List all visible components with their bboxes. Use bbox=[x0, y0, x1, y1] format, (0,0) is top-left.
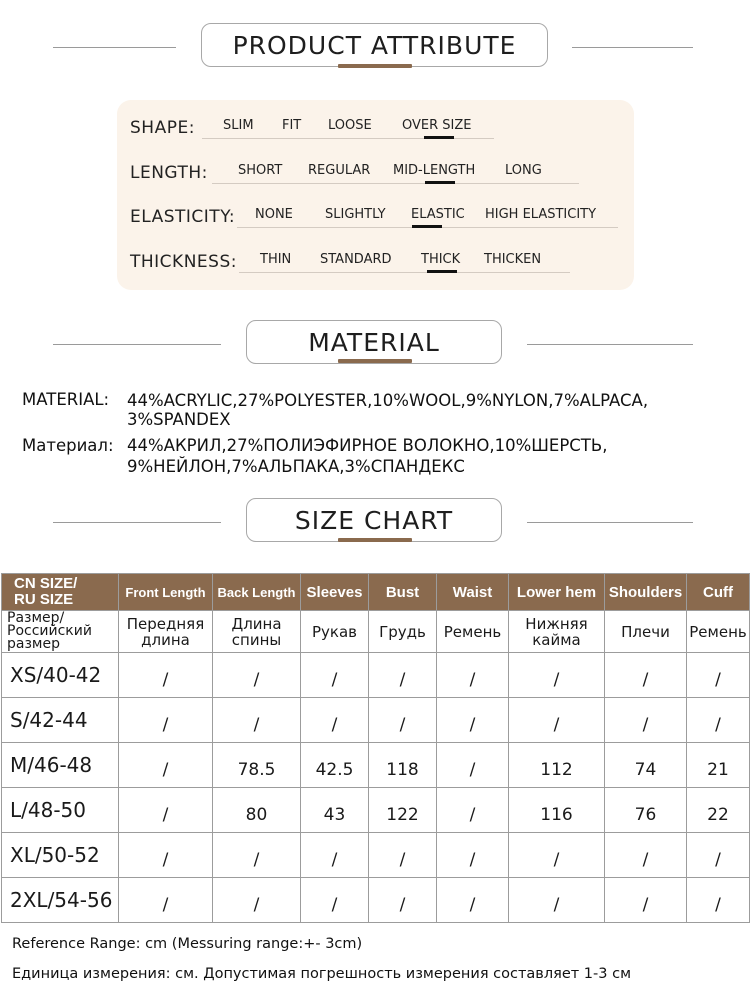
table-row bbox=[2, 698, 750, 743]
measurement-cell: / bbox=[301, 653, 369, 698]
attribute-label: LENGTH: bbox=[130, 163, 208, 183]
divider-left bbox=[53, 47, 176, 48]
header-cell-ru bbox=[119, 611, 213, 653]
measurement-cell: / bbox=[369, 878, 437, 923]
measurement-cell: 21 bbox=[687, 743, 750, 788]
divider-right bbox=[527, 344, 693, 345]
measurement-cell: 112 bbox=[509, 743, 605, 788]
measurement-cell: / bbox=[119, 653, 213, 698]
measurement-cell: / bbox=[437, 743, 509, 788]
measurement-cell: / bbox=[213, 698, 301, 743]
measurement-cell: / bbox=[687, 878, 750, 923]
attribute-option: LONG bbox=[505, 163, 542, 178]
measurement-cell: / bbox=[369, 833, 437, 878]
header-text: Ремень bbox=[689, 622, 747, 641]
material-header bbox=[0, 320, 750, 370]
size-label-cell: XL/50-52 bbox=[2, 833, 119, 878]
attribute-option-selected: ELASTIC bbox=[411, 207, 465, 222]
title-accent-bar bbox=[338, 359, 412, 363]
attribute-underline bbox=[212, 183, 579, 184]
measurement-cell: / bbox=[605, 833, 687, 878]
material-text-en-line1: 44%ACRYLIC,27%POLYESTER,10%WOOL,9%NYLON,7%ALPACA, bbox=[127, 391, 649, 410]
header-text: RU SIZE bbox=[14, 591, 74, 608]
measurement-cell: / bbox=[437, 833, 509, 878]
size-chart-table bbox=[1, 573, 750, 923]
measurement-cell: / bbox=[509, 698, 605, 743]
size-label-cell: L/48-50 bbox=[2, 788, 119, 833]
material-text-ru-line1: 44%АКРИЛ,27%ПОЛИЭФИРНОЕ ВОЛОКНО,10%ШЕРСТЬ, bbox=[127, 436, 608, 455]
header-cell: Waist bbox=[437, 574, 509, 611]
attribute-row-length bbox=[117, 157, 634, 187]
measurement-cell: / bbox=[301, 878, 369, 923]
measurement-cell: 74 bbox=[605, 743, 687, 788]
attribute-row-elasticity bbox=[117, 201, 634, 231]
header-text: Плечи bbox=[621, 622, 670, 641]
measurement-cell: / bbox=[437, 788, 509, 833]
attribute-option-selected: OVER SIZE bbox=[402, 118, 472, 133]
material-label-en: MATERIAL: bbox=[22, 390, 110, 409]
measurement-cell: 76 bbox=[605, 788, 687, 833]
header-cell: Lower hem bbox=[509, 574, 605, 611]
attribute-option: NONE bbox=[255, 207, 293, 222]
measurement-cell: / bbox=[213, 833, 301, 878]
section-title: SIZE CHART bbox=[246, 498, 502, 542]
product-attribute-panel bbox=[117, 100, 634, 290]
measurement-cell: 42.5 bbox=[301, 743, 369, 788]
measurement-cell: / bbox=[605, 878, 687, 923]
section-title: PRODUCT ATTRIBUTE bbox=[201, 23, 548, 67]
material-text-en-line2: 3%SPANDEX bbox=[127, 410, 231, 429]
attribute-option: LOOSE bbox=[328, 118, 372, 133]
attribute-option: SLIM bbox=[223, 118, 254, 133]
measurement-cell: / bbox=[213, 653, 301, 698]
divider-right bbox=[572, 47, 693, 48]
measurement-cell: 22 bbox=[687, 788, 750, 833]
measurement-cell: / bbox=[687, 653, 750, 698]
size-label-cell: M/46-48 bbox=[2, 743, 119, 788]
measurement-cell: 43 bbox=[301, 788, 369, 833]
attribute-option: SLIGHTLY bbox=[325, 207, 386, 222]
reference-note-en: Reference Range: cm (Messuring range:+- 3cm) bbox=[12, 936, 363, 952]
header-text: Передняя bbox=[126, 614, 205, 633]
header-cell: Sleeves bbox=[301, 574, 369, 611]
measurement-cell: / bbox=[437, 698, 509, 743]
measurement-cell: / bbox=[687, 833, 750, 878]
size-label-cell: XS/40-42 bbox=[2, 653, 119, 698]
header-text: Нижняя bbox=[525, 614, 588, 633]
selected-marker bbox=[424, 136, 454, 139]
measurement-cell: / bbox=[119, 788, 213, 833]
measurement-cell: 78.5 bbox=[213, 743, 301, 788]
header-cell-size-ru bbox=[2, 611, 119, 653]
measurement-cell: / bbox=[301, 833, 369, 878]
header-text: Грудь bbox=[379, 622, 426, 641]
section-title: MATERIAL bbox=[246, 320, 502, 364]
measurement-cell: / bbox=[301, 698, 369, 743]
measurement-cell: / bbox=[119, 878, 213, 923]
attribute-option: THICKEN bbox=[484, 252, 542, 267]
measurement-cell: 118 bbox=[369, 743, 437, 788]
measurement-cell: / bbox=[509, 878, 605, 923]
header-text: размер bbox=[7, 636, 60, 652]
table-row bbox=[2, 833, 750, 878]
measurement-cell: / bbox=[119, 698, 213, 743]
title-accent-bar bbox=[338, 64, 412, 68]
attribute-option: STANDARD bbox=[320, 252, 392, 267]
attribute-option-selected: MID-LENGTH bbox=[393, 163, 476, 178]
header-cell: Bust bbox=[369, 574, 437, 611]
attribute-option: SHORT bbox=[238, 163, 283, 178]
measurement-cell: 116 bbox=[509, 788, 605, 833]
attribute-underline bbox=[239, 272, 570, 273]
table-row bbox=[2, 788, 750, 833]
selected-marker bbox=[412, 225, 442, 228]
attribute-label: ELASTICITY: bbox=[130, 207, 236, 227]
material-text-ru-line2: 9%НЕЙЛОН,7%АЛЬПАКА,3%СПАНДЕКС bbox=[127, 457, 465, 476]
attribute-row-shape bbox=[117, 112, 634, 142]
header-text: CN SIZE/ bbox=[14, 575, 78, 592]
measurement-cell: 80 bbox=[213, 788, 301, 833]
divider-left bbox=[53, 522, 221, 523]
table-header-row-ru bbox=[2, 611, 750, 653]
measurement-cell: / bbox=[369, 653, 437, 698]
measurement-cell: / bbox=[119, 833, 213, 878]
header-cell-ru bbox=[369, 611, 437, 653]
measurement-cell: / bbox=[687, 698, 750, 743]
header-cell: Front Length bbox=[119, 574, 213, 611]
header-text: спины bbox=[231, 630, 282, 649]
header-cell-size bbox=[2, 574, 119, 611]
header-cell-ru bbox=[509, 611, 605, 653]
measurement-cell: / bbox=[437, 878, 509, 923]
header-text: Ремень bbox=[443, 622, 502, 641]
material-label-ru: Материал: bbox=[22, 436, 114, 455]
size-label-cell: 2XL/54-56 bbox=[2, 878, 119, 923]
attribute-option-selected: THICK bbox=[421, 252, 461, 267]
table-row bbox=[2, 743, 750, 788]
attribute-row-thickness bbox=[117, 246, 634, 276]
attribute-label: SHAPE: bbox=[130, 118, 195, 138]
header-cell-ru bbox=[687, 611, 750, 653]
header-cell: Shoulders bbox=[605, 574, 687, 611]
header-cell-ru bbox=[437, 611, 509, 653]
table-row bbox=[2, 878, 750, 923]
selected-marker bbox=[427, 270, 457, 273]
size-rows bbox=[2, 653, 750, 923]
product-attribute-header bbox=[0, 23, 750, 73]
header-cell: Back Length bbox=[213, 574, 301, 611]
size-label-cell: S/42-44 bbox=[2, 698, 119, 743]
attribute-option: THIN bbox=[260, 252, 292, 267]
measurement-cell: 122 bbox=[369, 788, 437, 833]
header-text: Размер/ bbox=[7, 610, 65, 626]
header-text: Российский bbox=[7, 623, 92, 639]
title-accent-bar bbox=[338, 538, 412, 542]
header-cell-ru bbox=[301, 611, 369, 653]
measurement-cell: / bbox=[605, 698, 687, 743]
attribute-option: REGULAR bbox=[308, 163, 371, 178]
measurement-cell: / bbox=[213, 878, 301, 923]
attribute-label: THICKNESS: bbox=[130, 252, 237, 272]
measurement-cell: / bbox=[605, 653, 687, 698]
measurement-cell: / bbox=[119, 743, 213, 788]
divider-left bbox=[53, 344, 221, 345]
size-chart-header bbox=[0, 498, 750, 548]
measurement-cell: / bbox=[509, 653, 605, 698]
header-cell-ru bbox=[605, 611, 687, 653]
attribute-option: FIT bbox=[282, 118, 302, 133]
header-text: Рукав bbox=[311, 622, 357, 641]
measurement-cell: / bbox=[437, 653, 509, 698]
header-text: длина bbox=[141, 630, 190, 649]
header-text: Длина bbox=[231, 614, 282, 633]
reference-note-ru: Единица измерения: см. Допустимая погрешность измерения составляет 1-3 см bbox=[12, 966, 632, 982]
measurement-cell: / bbox=[369, 698, 437, 743]
attribute-option: HIGH ELASTICITY bbox=[485, 207, 597, 222]
header-text: кайма bbox=[532, 630, 581, 649]
measurement-cell: / bbox=[509, 833, 605, 878]
header-cell: Cuff bbox=[687, 574, 750, 611]
table-row bbox=[2, 653, 750, 698]
selected-marker bbox=[425, 181, 455, 184]
header-cell-ru bbox=[213, 611, 301, 653]
divider-right bbox=[527, 522, 693, 523]
table-header-row-en bbox=[2, 574, 750, 611]
